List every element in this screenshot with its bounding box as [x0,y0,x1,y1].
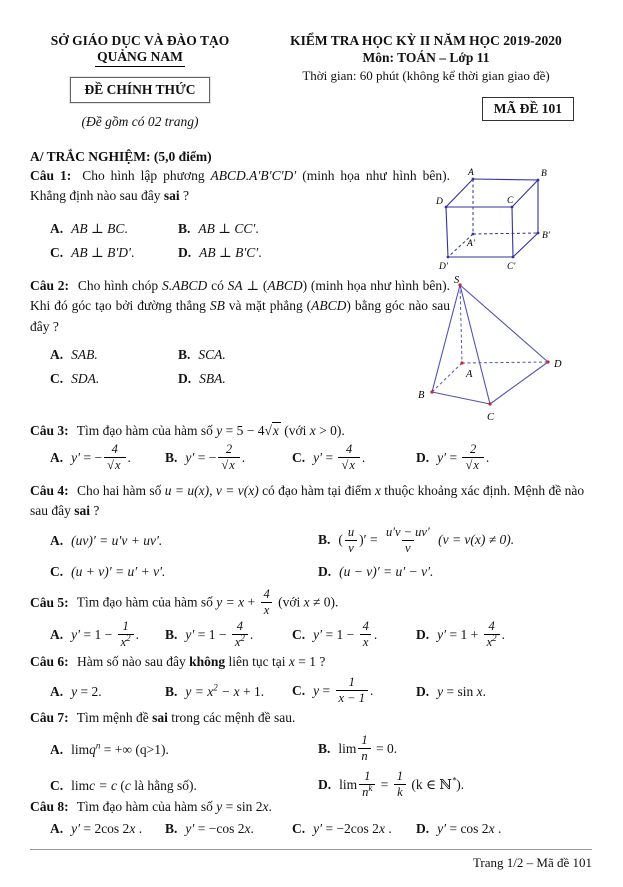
vertex-label-c: C [507,196,514,206]
vertex-label-a1: A′ [467,239,475,249]
option-text: SDA. [71,371,100,387]
duration-line: Thời gian: 60 phút (không kể thời gian giao đề) [302,68,550,83]
fraction: $\frac{1}{x - 1}$ [336,675,368,706]
option-text: (u − v)′ = u′ − v′. [339,563,434,579]
vertex-label-d1: D′ [439,262,448,272]
cube-vertex-dots [445,178,540,259]
options-row [50,819,592,839]
sqrt-symbol: √x [221,458,235,473]
option-label: B. [165,821,178,837]
fraction: $\frac{2}{√x}$ [462,442,483,473]
sqrt-symbol: √x [107,458,121,473]
code-box-wrap [260,97,592,121]
question-4 [30,481,592,581]
option-text: y = sin x. [437,683,486,699]
question-text: Câu 3: Tìm đạo hàm của hàm số y = 5 − 4√x (với x > 0). [30,423,345,438]
answer-option [318,734,397,765]
header-left [30,33,250,130]
option-text: lim $\frac{1}{n}$ = 0. [338,733,398,764]
option-text: limc = c (c là hằng số). [71,777,197,793]
options-row [50,676,592,707]
option-text: AB ⊥ B′D′. [71,245,135,261]
answer-option [178,345,306,365]
answer-option [292,620,416,651]
option-label: D. [318,776,332,792]
pyramid-figure [408,276,613,430]
answer-option [416,443,489,474]
option-label: C. [50,777,64,793]
question-8 [30,797,592,839]
answer-option [416,682,486,702]
options-row [50,734,592,765]
question-text: Câu 5: Tìm đạo hàm của hàm số y = x + $\frac{4}{x}$ (với x ≠ 0). [30,587,339,617]
option-text: y = 2. [71,683,102,699]
answer-option [50,243,178,263]
option-label: C. [292,821,306,837]
vertex-label-d: D [554,359,562,370]
vertex-label-s: S [454,276,460,286]
option-label: A. [50,346,64,362]
question-text: Câu 6: Hàm số nào sau đây không liên tục tại x = 1 ? [30,654,326,669]
fraction: $\frac{u}{v}$ [345,525,357,556]
option-text: y′ = −2cos 2x . [313,821,392,837]
answer-option [178,243,306,263]
subject-line: Môn: TOÁN – Lớp 11 [362,50,490,65]
options-row [50,620,592,651]
option-text: AB ⊥ BC. [71,220,128,236]
option-label: C. [292,682,306,698]
fraction: $\frac{u'v - uv'}{v}$ [385,524,430,555]
vertex-label-a: A [466,369,473,380]
option-text: y′ = 1 − $\frac{1}{x^2}$ . [71,619,139,649]
answer-option [50,682,165,702]
option-text: y′ = 1 − $\frac{4}{x^2}$ . [185,619,254,649]
option-label: A. [50,741,64,757]
option-text: y′ = $\frac{2}{√x}$ . [437,442,490,473]
question-text: Câu 1: Cho hình lập phương ABCD.A′B′C′D′ (minh họa như hình bên). Khẳng định nào sau đây sai ? [30,168,450,204]
option-label: A. [50,626,64,642]
option-text: y′ = 2cos 2x . [71,821,143,837]
answer-options [30,620,592,651]
option-label: A. [50,821,64,837]
option-text: (uv)′ = u′v + uv′. [71,533,163,549]
answer-option [318,562,433,582]
answer-options [30,526,592,582]
option-label: B. [178,220,191,236]
sqrt-symbol: √x [264,423,279,438]
option-text: y′ = 1 + $\frac{4}{x^2}$ . [437,619,505,649]
question-7 [30,708,592,801]
fraction: $\frac{4}{x^2}$ [484,619,500,650]
option-label: D. [416,683,430,699]
question-text: Câu 8: Tìm đạo hàm của hàm số y = sin 2x. [30,799,272,814]
option-text: SAB. [71,346,98,362]
official-exam-box: ĐỀ CHÍNH THỨC [70,77,209,103]
answer-options [30,734,592,801]
section-title: A/ TRẮC NGHIỆM: (5,0 điểm) [30,149,212,164]
answer-option [50,740,318,760]
exam-code-box: MÃ ĐỀ 101 [482,97,574,121]
answer-option [165,819,292,839]
answer-option [178,219,306,239]
option-label: B. [178,346,191,362]
answer-option [165,682,292,702]
option-label: D. [416,626,430,642]
cube-solid-edges [446,179,538,257]
option-label: D. [416,821,430,837]
option-label: A. [50,533,64,549]
option-label: C. [292,626,306,642]
answer-option [292,676,416,707]
question-text: Câu 7: Tìm mệnh đề sai trong các mệnh đề sau. [30,710,296,725]
option-label: B. [165,626,178,642]
option-text: y′ = cos 2x . [437,821,502,837]
answer-option [318,526,514,557]
answer-option [50,443,165,474]
options-row [50,526,592,557]
fraction: $\frac{1}{k}$ [394,769,406,800]
option-text: y′ = − $\frac{4}{√x}$ . [71,442,131,473]
answer-options [30,676,592,707]
department-line2: QUẢNG NAM [30,49,250,67]
question-6 [30,652,592,707]
option-text: SCA. [198,346,226,362]
question-text: Câu 4: Cho hai hàm số u = u(x), v = v(x) có đạo hàm tại điểm x thuộc khoảng xác định. Mệnh đề nào sau đây sai ? [30,483,585,519]
question-5 [30,588,592,651]
question-text: Câu 2: Cho hình chóp S.ABCD có SA ⊥ (ABCD) (minh họa như hình bên). Khi đó góc tạo bởi đường thẳng SB và mặt phẳng (ABCD) bằng góc nào sau đây ? [30,278,450,334]
option-text: lim $\frac{1}{n^k}$ = $\frac{1}{k}$ (k ∈ ℕ*). [339,769,465,800]
answer-option [50,620,165,651]
option-label: B. [165,683,178,699]
option-text: ( $\frac{u}{v}$ )′ = $\frac{u'v - uv'}{v}$ (v = v(x) ≠ 0). [338,524,515,555]
exam-title: KIỂM TRA HỌC KỲ II NĂM HỌC 2019-2020 [290,33,562,48]
option-label: A. [50,449,64,465]
option-text: (u + v)′ = u′ + v′. [71,563,166,579]
option-label: C. [50,371,64,387]
option-text: y = $\frac{1}{x - 1}$ . [313,675,374,706]
answer-option [50,369,178,389]
option-text: AB ⊥ CC′. [198,220,259,236]
pages-note: (Đề gồm có 02 trang) [81,114,199,129]
pyramid-svg [408,276,613,426]
option-label: D. [318,563,332,579]
answer-option [50,345,178,365]
cube-figure [435,162,600,278]
fraction: $\frac{4}{x}$ [260,587,272,618]
answer-option [50,219,178,239]
answer-option [292,819,416,839]
pyramid-hidden-edges [432,285,548,392]
fraction: $\frac{2}{√x}$ [218,442,239,473]
vertex-label-b1: B′ [542,231,550,241]
sqrt-symbol: √x [465,458,479,473]
sqrt-symbol: √x [341,458,355,473]
department-line1: SỞ GIÁO DỤC VÀ ĐÀO TẠO [50,33,230,48]
option-label: D. [416,449,430,465]
answer-options [30,443,592,474]
option-label: B. [165,449,178,465]
fraction: $\frac{1}{x^2}$ [118,619,134,650]
answer-option [165,443,292,474]
option-text: y′ = − $\frac{2}{√x}$ . [185,442,246,473]
answer-option [416,620,505,651]
cube-svg [435,162,600,274]
fraction: $\frac{1}{n^k}$ [359,769,375,800]
answer-option [50,819,165,839]
header-right [260,33,592,130]
vertex-label-b: B [418,390,425,401]
options-row [50,443,592,474]
answer-option [50,776,318,796]
vertex-label-a: A [468,168,474,178]
answer-option [50,562,318,582]
option-text: $y = x^2 - x + 1$. [185,682,265,699]
vertex-label-c1: C′ [507,262,516,272]
answer-options [30,819,592,839]
page-footer: Trang 1/2 – Mã đề 101 [30,849,592,871]
fraction: $\frac{4}{x^2}$ [232,619,248,650]
option-text: AB ⊥ B′C′. [199,245,262,261]
answer-option [165,620,292,651]
pyramid-solid-edges [432,285,548,404]
option-label: D. [178,371,192,387]
fraction: $\frac{1}{n}$ [358,733,370,764]
answer-option [50,531,318,551]
option-label: B. [318,740,331,756]
header [30,33,592,130]
answer-option [178,369,306,389]
fraction: $\frac{4}{√x}$ [338,442,359,473]
option-text: y′ = −cos 2x. [185,821,254,837]
option-label: C. [50,563,64,579]
option-label: A. [50,683,64,699]
option-text: y′ = 1 − $\frac{4}{x}$ . [313,619,378,649]
fraction: $\frac{4}{x}$ [360,619,372,650]
pyramid-vertex-dots [430,283,549,405]
vertex-label-c: C [487,412,495,423]
option-label: A. [50,220,64,236]
option-text: limq$^n$ = +∞ (q>1). [71,740,169,757]
option-text: SBA. [199,371,226,387]
option-text: y′ = $\frac{4}{√x}$ . [313,442,366,473]
vertex-label-b: B [541,169,547,179]
options-row [50,562,592,582]
answer-option [416,819,501,839]
option-label: B. [318,532,331,548]
answer-option [292,443,416,474]
fraction: $\frac{4}{√x}$ [104,442,125,473]
vertex-label-d: D [436,197,443,207]
option-label: C. [50,245,64,261]
option-label: C. [292,449,306,465]
option-label: D. [178,245,192,261]
